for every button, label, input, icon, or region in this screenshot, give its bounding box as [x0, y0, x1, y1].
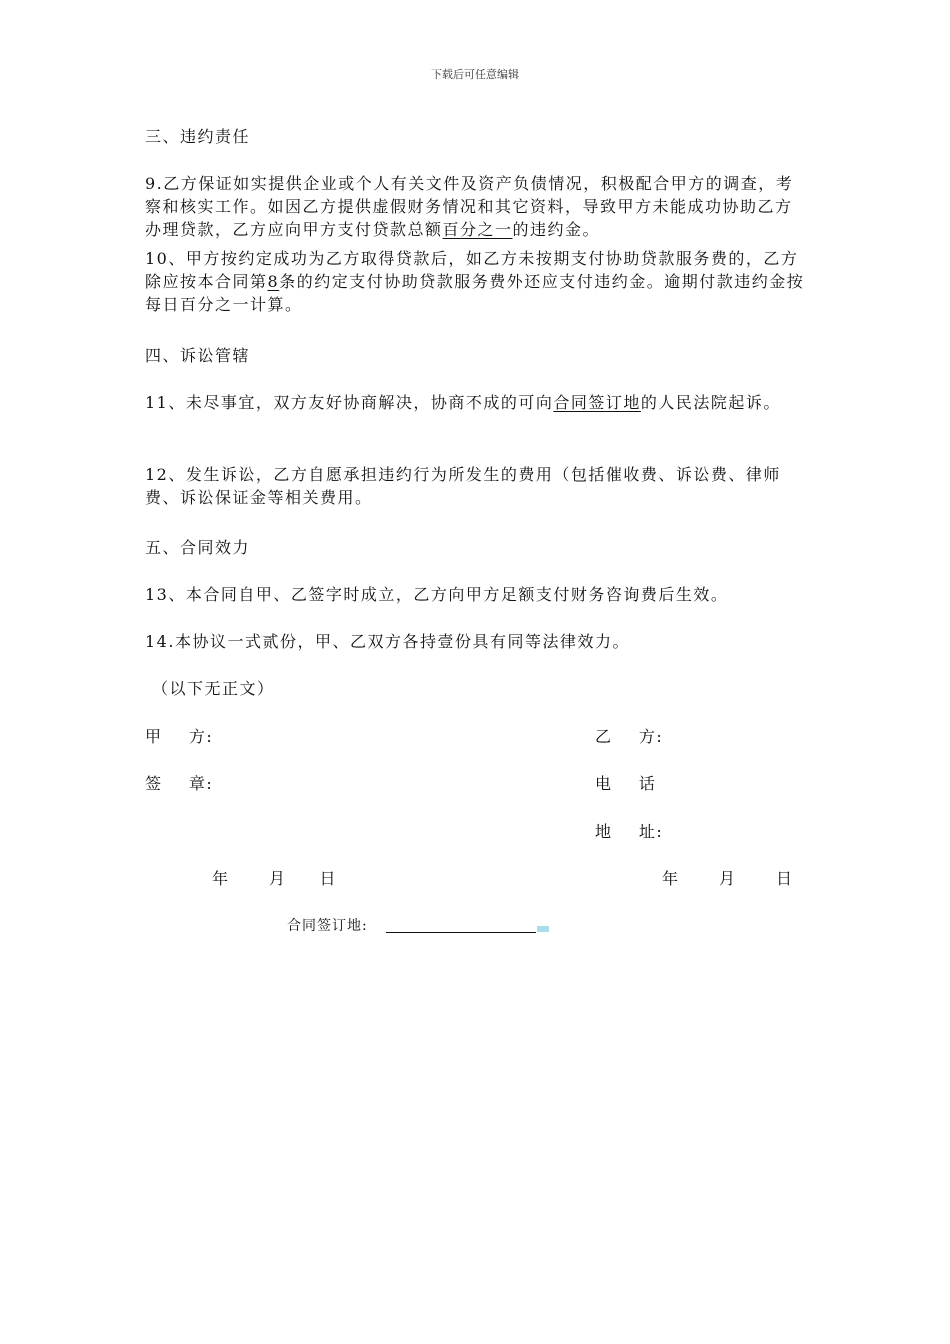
- clause-9: [145, 172, 807, 241]
- no-text-note: （以下无正文）: [152, 679, 275, 698]
- clause-10: [145, 247, 807, 316]
- signing-place-line: [386, 932, 536, 933]
- clause-11-underlined: 合同签订地: [553, 393, 641, 412]
- party-a-label: 甲 方:: [145, 727, 214, 746]
- date-b: 年 月 日: [662, 869, 794, 888]
- clause-10-text-b: 条的约定支付协助贷款服务费外还应支付违约金。逾期付款违约金按每日百分之一计算。: [145, 272, 805, 314]
- seal-label: 签 章:: [145, 774, 214, 793]
- signing-place-label: 合同签订地:: [287, 918, 368, 934]
- cursor-marker: [537, 926, 549, 932]
- page-header: 下载后可任意编辑: [431, 68, 519, 81]
- clause-12: 12、发生诉讼，乙方自愿承担违约行为所发生的费用（包括催收费、诉讼费、律师费、诉讼保证金等相关费用。: [145, 465, 781, 507]
- date-a: 年 月 日: [212, 869, 337, 888]
- clause-10-text-a: 10、甲方按约定成功为乙方取得贷款后，如乙方未按期支付协助贷款服务费的，乙方除应按本合同第: [145, 249, 799, 291]
- clause-13: 13、本合同自甲、乙签字时成立，乙方向甲方足额支付财务咨询费后生效。: [145, 585, 729, 604]
- party-b-label: 乙 方:: [595, 727, 664, 746]
- clause-11: [145, 391, 807, 414]
- clause-9-text-a: 9.乙方保证如实提供企业或个人有关文件及资产负债情况，积极配合甲方的调查，考察和核实工作。如因乙方提供虚假财务情况和其它资料，导致甲方未能成功协助乙方办理贷款，乙方应向甲方支付贷款总额: [145, 174, 794, 239]
- section-5-title: 五、合同效力: [145, 538, 251, 557]
- clause-9-text-b: 的违约金。: [512, 220, 601, 239]
- section-4-title: 四、诉讼管辖: [145, 346, 251, 365]
- clause-9-underlined: 百分之一: [442, 220, 513, 239]
- address-label: 地 址:: [595, 822, 664, 841]
- phone-label: 电 话: [595, 774, 657, 793]
- clause-11-text-a: 11、未尽事宜，双方友好协商解决，协商不成的可向: [145, 393, 554, 412]
- clause-14: 14.本协议一式贰份，甲、乙双方各持壹份具有同等法律效力。: [145, 632, 630, 651]
- clause-10-underlined: 8: [267, 272, 280, 291]
- clause-11-text-b: 的人民法院起诉。: [640, 393, 781, 412]
- section-3-title: 三、违约责任: [145, 127, 251, 146]
